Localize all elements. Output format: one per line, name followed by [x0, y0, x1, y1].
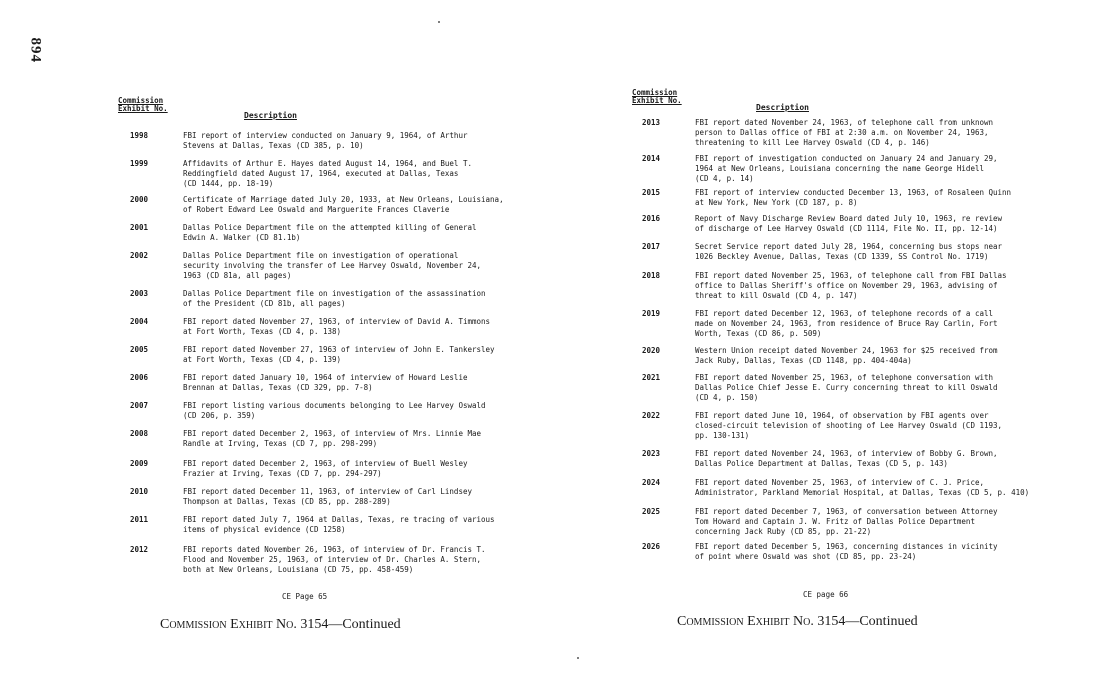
exhibit-description: FBI report dated November 25, 1963, of telephone call from FBI Dallas office to Dallas Sheriff's office on November 29, 1963, advising of threat to kill Oswald (CD 4, p. 147) — [695, 271, 1007, 300]
exhibit-number: 2006 — [130, 373, 149, 382]
list-item — [632, 478, 1062, 508]
exhibit-number: 2013 — [642, 118, 661, 127]
exhibit-description: FBI report of interview conducted on January 9, 1964, of Arthur Stevens at Dallas, Texas (CD 385, p. 10) — [183, 131, 468, 150]
exhibit-description: FBI report listing various documents belonging to Lee Harvey Oswald (CD 206, p. 359) — [183, 401, 486, 420]
list-item — [632, 373, 1062, 403]
description-header: Description — [244, 111, 297, 120]
description-header: Description — [756, 103, 809, 112]
exhibit-description: Dallas Police Department file on investigation of operational security involving the transfer of Lee Harvey Oswald, November 24, 1963 (CD 81a, all pages) — [183, 251, 482, 280]
exhibit-description: FBI report dated November 24, 1963, of telephone call from unknown person to Dallas office of FBI at 2:30 a.m. on November 24, 1963, threatening to kill Lee Harvey Oswald (CD 4, p. 146) — [695, 118, 994, 147]
exhibit-description: FBI report dated November 24, 1963, of interview of Bobby G. Brown, Dallas Police Department at Dallas, Texas (CD 5, p. 143) — [695, 449, 998, 468]
list-item — [118, 515, 548, 545]
exhibit-number: 2024 — [642, 478, 661, 487]
page-number: 894 — [27, 37, 44, 63]
exhibit-number: 2003 — [130, 289, 149, 298]
exhibit-number: 2001 — [130, 223, 149, 232]
exhibit-description: FBI report of investigation conducted on January 24 and January 29, 1964 at New Orleans, Louisiana concerning the name George Hidell (CD 4, p. 14) — [695, 154, 998, 183]
ce-page-label: CE page 66 — [803, 590, 849, 599]
list-item — [632, 449, 1062, 479]
exhibit-number: 2023 — [642, 449, 661, 458]
exhibit-number: 2018 — [642, 271, 661, 280]
list-item — [118, 487, 548, 517]
exhibit-number: 2015 — [642, 188, 661, 197]
ce-page-label: CE Page 65 — [282, 592, 328, 601]
list-item — [632, 214, 1062, 244]
exhibit-number-header: Commission Exhibit No. — [118, 96, 168, 113]
list-item — [118, 195, 548, 225]
list-item — [118, 223, 548, 253]
exhibit-description: FBI report dated November 25, 1963, of interview of C. J. Price, Administrator, Parkland Memorial Hospital, at Dallas, Texas (CD 5, p. 410) — [695, 478, 1030, 497]
scan-speck — [438, 21, 440, 23]
exhibit-number: 2016 — [642, 214, 661, 223]
exhibit-number: 2000 — [130, 195, 149, 204]
list-item — [118, 373, 548, 403]
scan-speck — [577, 657, 579, 659]
exhibit-number: 2014 — [642, 154, 661, 163]
left-page — [118, 96, 538, 574]
exhibit-description: Affidavits of Arthur E. Hayes dated August 14, 1964, and Buel T. Reddingfield dated August 17, 1964, executed at Dallas, Texas (CD 1444, pp. 18-19) — [183, 159, 472, 188]
exhibit-description: Certificate of Marriage dated July 20, 1933, at New Orleans, Louisiana, of Robert Edward Lee Oswald and Marguerite Frances Claverie — [183, 195, 504, 214]
list-item — [632, 271, 1062, 301]
exhibit-description: FBI report dated December 11, 1963, of interview of Carl Lindsey Thompson at Dallas, Texas (CD 85, pp. 288-289) — [183, 487, 472, 506]
list-item — [118, 159, 548, 189]
exhibit-description: FBI report dated December 2, 1963, of interview of Mrs. Linnie Mae Randle at Irving, Texas (CD 7, pp. 298-299) — [183, 429, 482, 448]
exhibit-caption: Commission Exhibit No. 3154—Continued — [160, 617, 401, 632]
exhibit-number: 2020 — [642, 346, 661, 355]
list-item — [632, 309, 1062, 339]
exhibit-description: FBI report dated December 7, 1963, of conversation between Attorney Tom Howard and Captain J. W. Fritz of Dallas Police Department concerning Jack Ruby (CD 85, pp. 21-22) — [695, 507, 998, 536]
list-item — [118, 545, 548, 575]
exhibit-number: 2017 — [642, 242, 661, 251]
exhibit-description: FBI report dated November 27, 1963, of interview of David A. Timmons at Fort Worth, Texas (CD 4, p. 138) — [183, 317, 491, 336]
exhibit-description: FBI report dated December 12, 1963, of telephone records of a call made on November 24, 1963, from residence of Bruce Ray Carlin, Fort Worth, Texas (CD 86, p. 509) — [695, 309, 998, 338]
exhibit-description: Dallas Police Department file on investigation of the assassination of the President (CD 81b, all pages) — [183, 289, 486, 308]
exhibit-caption: Commission Exhibit No. 3154—Continued — [677, 614, 918, 629]
list-item — [118, 131, 548, 161]
exhibit-number: 2012 — [130, 545, 149, 554]
list-item — [118, 345, 548, 375]
exhibit-number: 2009 — [130, 459, 149, 468]
list-item — [632, 154, 1062, 184]
list-item — [632, 346, 1062, 376]
exhibit-number: 2019 — [642, 309, 661, 318]
list-item — [118, 459, 548, 489]
right-page — [632, 88, 1052, 561]
exhibit-number: 2007 — [130, 401, 149, 410]
exhibit-description: Western Union receipt dated November 24, 1963 for $25 received from Jack Ruby, Dallas, Texas (CD 1148, pp. 404-404a) — [695, 346, 998, 365]
list-item — [632, 542, 1062, 572]
exhibit-description: FBI report dated December 5, 1963, concerning distances in vicinity of point where Oswald was shot (CD 85, pp. 23-24) — [695, 542, 998, 561]
exhibit-description: FBI report of interview conducted December 13, 1963, of Rosaleen Quinn at New York, New York (CD 187, p. 8) — [695, 188, 1012, 207]
exhibit-number: 1999 — [130, 159, 149, 168]
exhibit-number: 2025 — [642, 507, 661, 516]
exhibit-description: FBI report dated December 2, 1963, of interview of Buell Wesley Frazier at Irving, Texas (CD 7, pp. 294-297) — [183, 459, 468, 478]
exhibit-number: 1998 — [130, 131, 149, 140]
exhibit-number-header: Commission Exhibit No. — [632, 88, 682, 105]
exhibit-number: 2002 — [130, 251, 149, 260]
exhibit-number: 2022 — [642, 411, 661, 420]
exhibit-description: Secret Service report dated July 28, 1964, concerning bus stops near 1026 Beckley Avenue, Dallas, Texas (CD 1339, SS Control No. 1719) — [695, 242, 1003, 261]
list-item — [118, 289, 548, 319]
list-item — [632, 411, 1062, 441]
exhibit-description: FBI report dated June 10, 1964, of observation by FBI agents over closed-circuit television of shooting of Lee Harvey Oswald (CD 1193, pp. 130-131) — [695, 411, 1003, 440]
exhibit-number: 2026 — [642, 542, 661, 551]
list-item — [118, 429, 548, 459]
exhibit-number: 2011 — [130, 515, 149, 524]
exhibit-number: 2010 — [130, 487, 149, 496]
exhibit-description: FBI report dated November 25, 1963, of telephone conversation with Dallas Police Chief Jesse E. Curry concerning threat to kill Oswald (CD 4, p. 150) — [695, 373, 998, 402]
exhibit-number: 2008 — [130, 429, 149, 438]
list-item — [632, 507, 1062, 537]
exhibit-number: 2005 — [130, 345, 149, 354]
list-item — [118, 401, 548, 431]
exhibit-description: FBI reports dated November 26, 1963, of interview of Dr. Francis T. Flood and November 25, 1963, of interview of Dr. Charles A. Stern, both at New Orleans, Louisiana (CD 75, pp. 458-459) — [183, 545, 486, 574]
exhibit-description: FBI report dated November 27, 1963 of interview of John E. Tankersley at Fort Worth, Texas (CD 4, p. 139) — [183, 345, 495, 364]
exhibit-number: 2004 — [130, 317, 149, 326]
table-header — [632, 89, 1052, 115]
exhibit-number: 2021 — [642, 373, 661, 382]
list-item — [632, 242, 1062, 272]
list-item — [118, 251, 548, 281]
exhibit-description: Report of Navy Discharge Review Board dated July 10, 1963, re review of discharge of Lee Harvey Oswald (CD 1114, File No. II, pp. 12-14) — [695, 214, 1003, 233]
list-item — [118, 317, 548, 347]
exhibit-description: FBI report dated January 10, 1964 of interview of Howard Leslie Brennan at Dallas, Texas (CD 329, pp. 7-8) — [183, 373, 468, 392]
list-item — [632, 118, 1062, 148]
exhibit-description: Dallas Police Department file on the attempted killing of General Edwin A. Walker (CD 81.1b) — [183, 223, 477, 242]
table-header — [118, 97, 538, 123]
exhibit-description: FBI report dated July 7, 1964 at Dallas, Texas, re tracing of various items of physical evidence (CD 1258) — [183, 515, 495, 534]
